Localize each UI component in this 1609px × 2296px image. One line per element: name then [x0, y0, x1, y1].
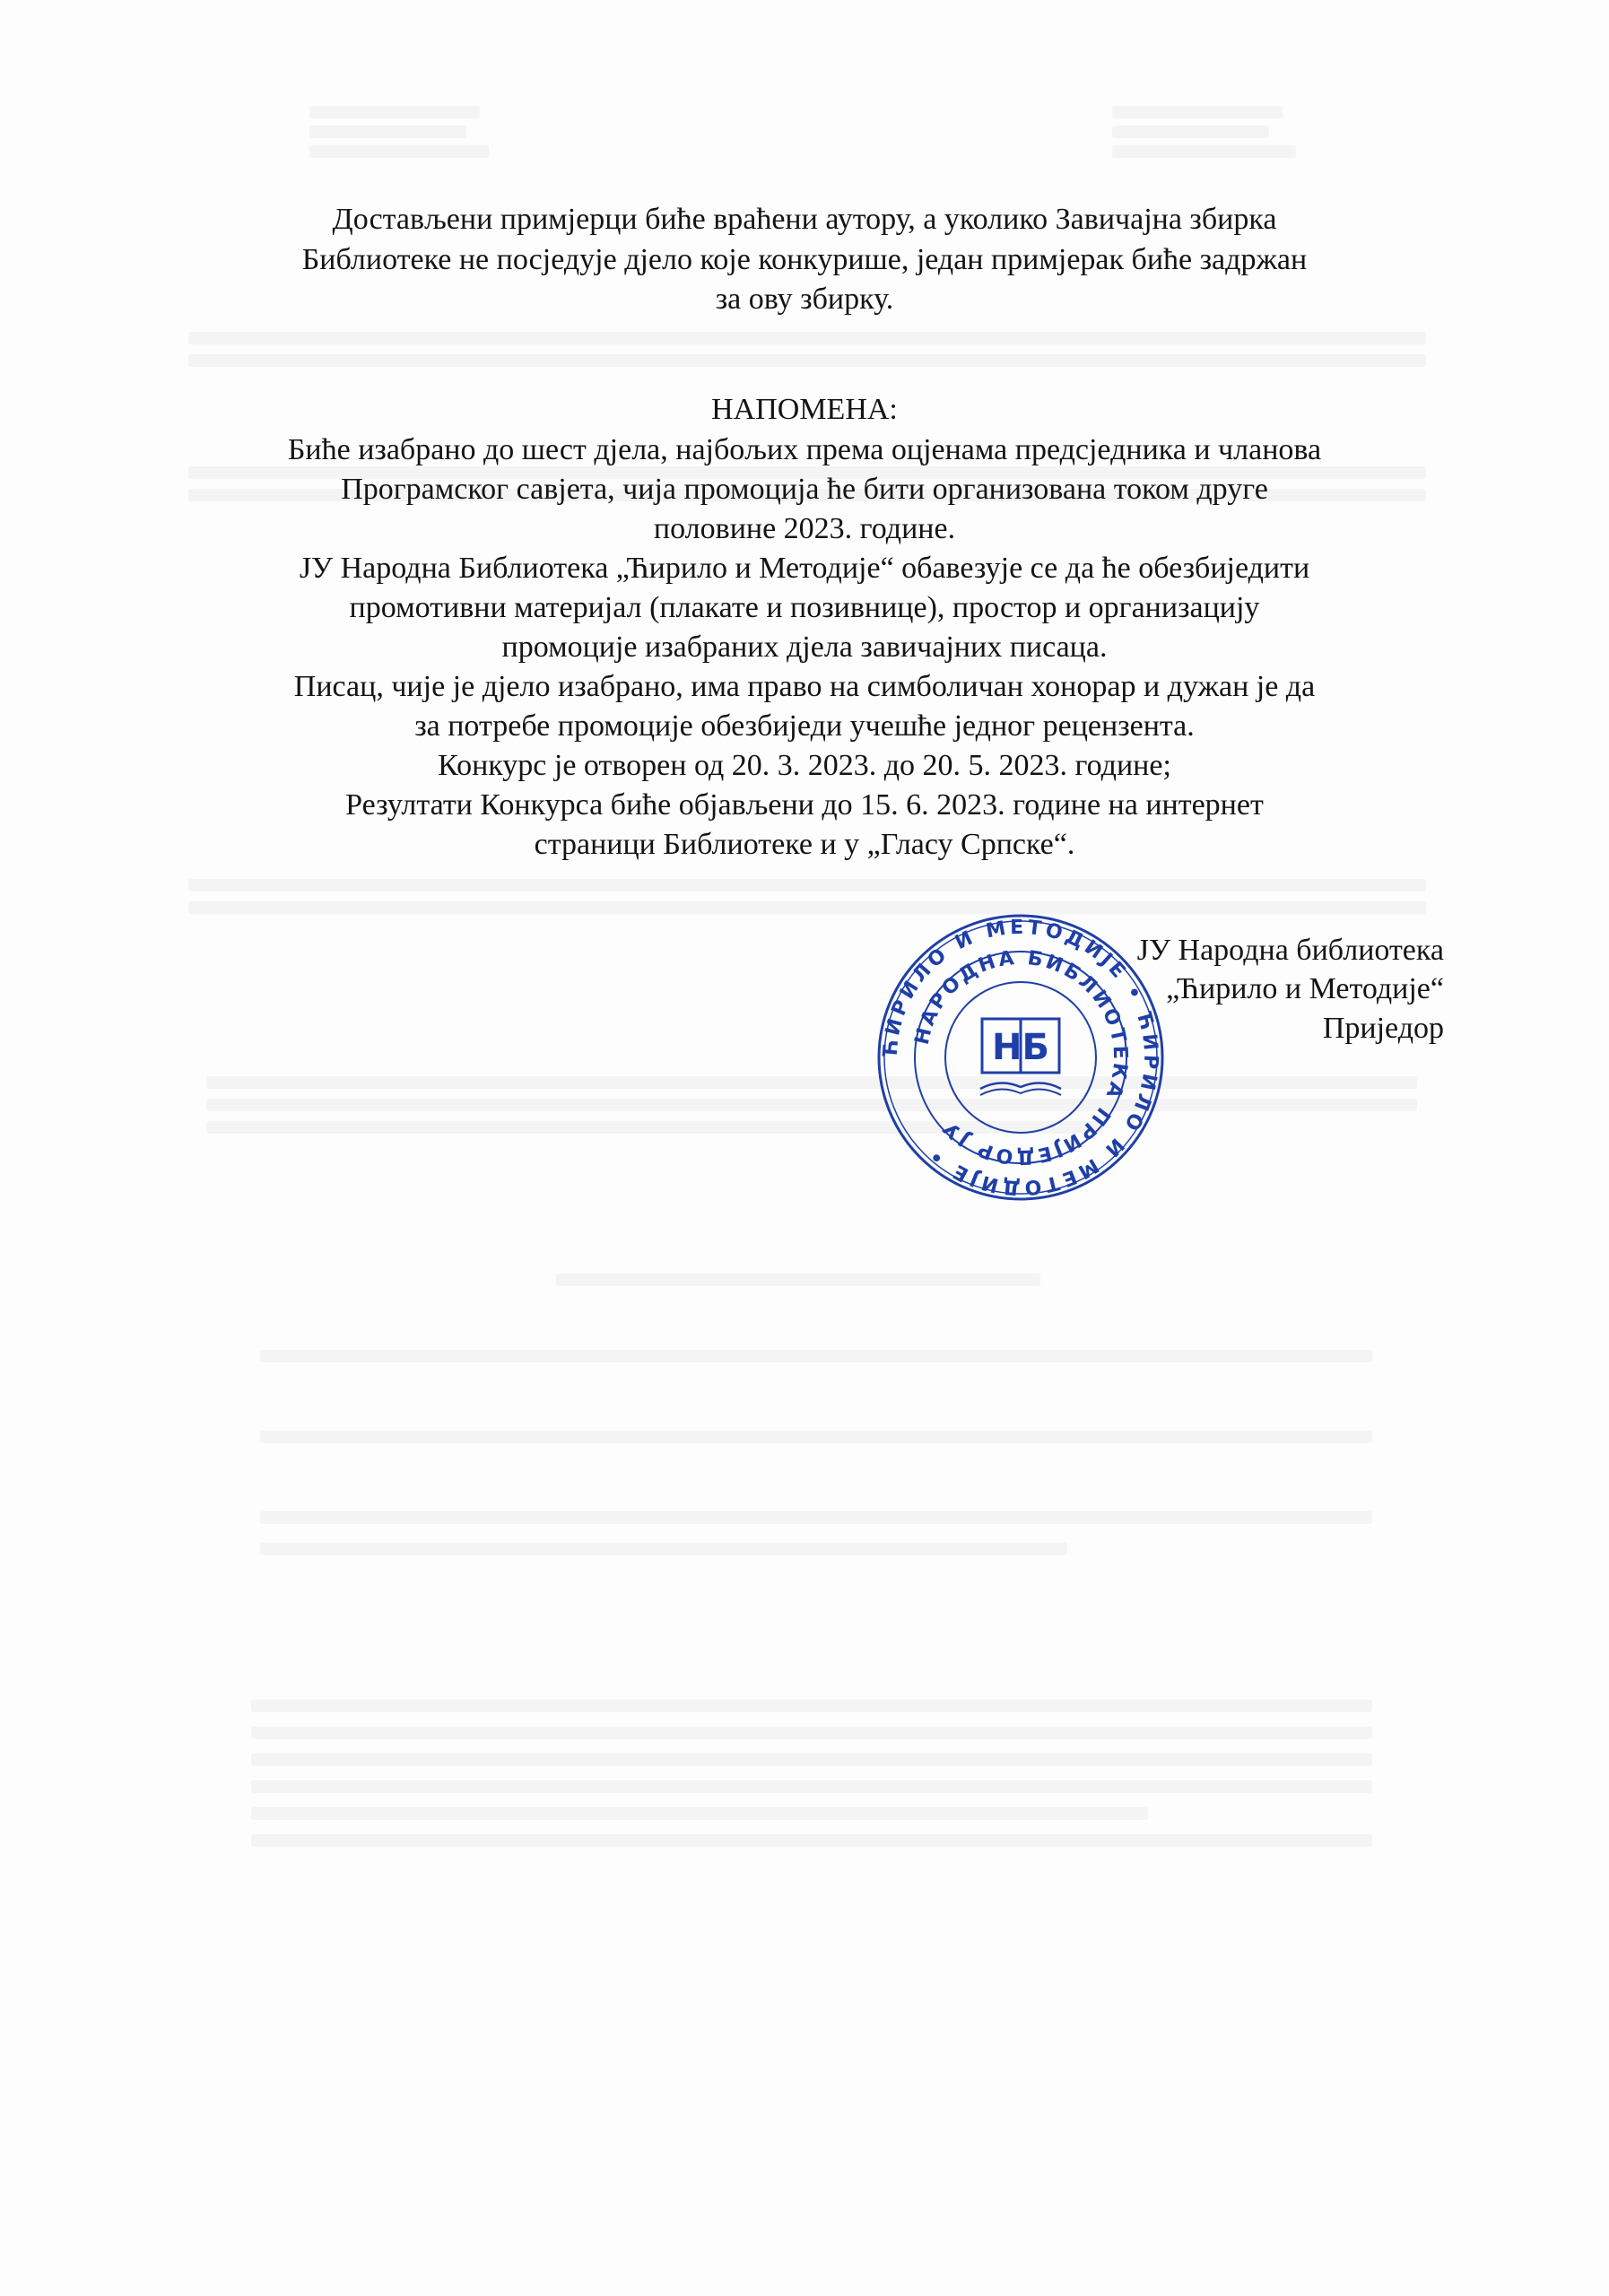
- text-line: страници Библиотеке и у „Гласу Српске“.: [534, 828, 1075, 861]
- text-line: за потребе промоције обезбиједи учешће једног рецензента.: [414, 709, 1195, 743]
- text-line: промотивни материјал (плакате и позивнице), простор и организацију: [349, 591, 1260, 624]
- text-line: ЈУ Народна Библиотека „Ћирило и Методије“ обавезује се да ће обезбиједити: [299, 552, 1310, 585]
- text-line: Достављени примјерци биће враћени аутору, а уколико Завичајна збирка: [332, 203, 1277, 236]
- text-line: половине 2023. године.: [653, 512, 956, 545]
- stamp-inner-text: НАРОДНА БИБЛИОТЕКА ПРИЈЕДОР ЈУ: [910, 946, 1132, 1169]
- stamp-emblem-letters: НБ: [992, 1027, 1049, 1068]
- signature-city: Приједор: [1322, 1012, 1444, 1045]
- text-line: Конкурс је отворен од 20. 3. 2023. до 20. 5. 2023. године;: [438, 749, 1171, 782]
- note-heading: НАПОМЕНА:: [711, 393, 898, 426]
- official-stamp-icon: [874, 913, 1167, 1202]
- text-line: Програмског савјета, чија промоција ће бити организована током друге: [341, 473, 1268, 506]
- text-line: Резултати Конкурса биће објављени до 15. 6. 2023. године на интернет: [345, 788, 1264, 822]
- text-line: Библиотеке не посједује дјело које конкурише, један примјерак биће задржан: [301, 243, 1308, 276]
- signature-institution: ЈУ Народна библиотека: [1136, 934, 1444, 967]
- text-line: Биће изабрано до шест дјела, најбољих према оцјенама предсједника и чланова: [287, 433, 1322, 466]
- text-line: за ову збирку.: [715, 283, 894, 316]
- text-line: промоције изабраних дјела завичајних писаца.: [501, 631, 1108, 664]
- text-line: Писац, чије је дјело изабрано, има право на симболичан хонорар и дужан је да: [293, 670, 1316, 703]
- stamp-outer-text: ЋИРИЛО И МЕТОДИЈЕ • ЋИРИЛО И МЕТОДИЈЕ •: [879, 916, 1162, 1199]
- signature-library-name: „Ћирило и Методије“: [1166, 972, 1444, 1005]
